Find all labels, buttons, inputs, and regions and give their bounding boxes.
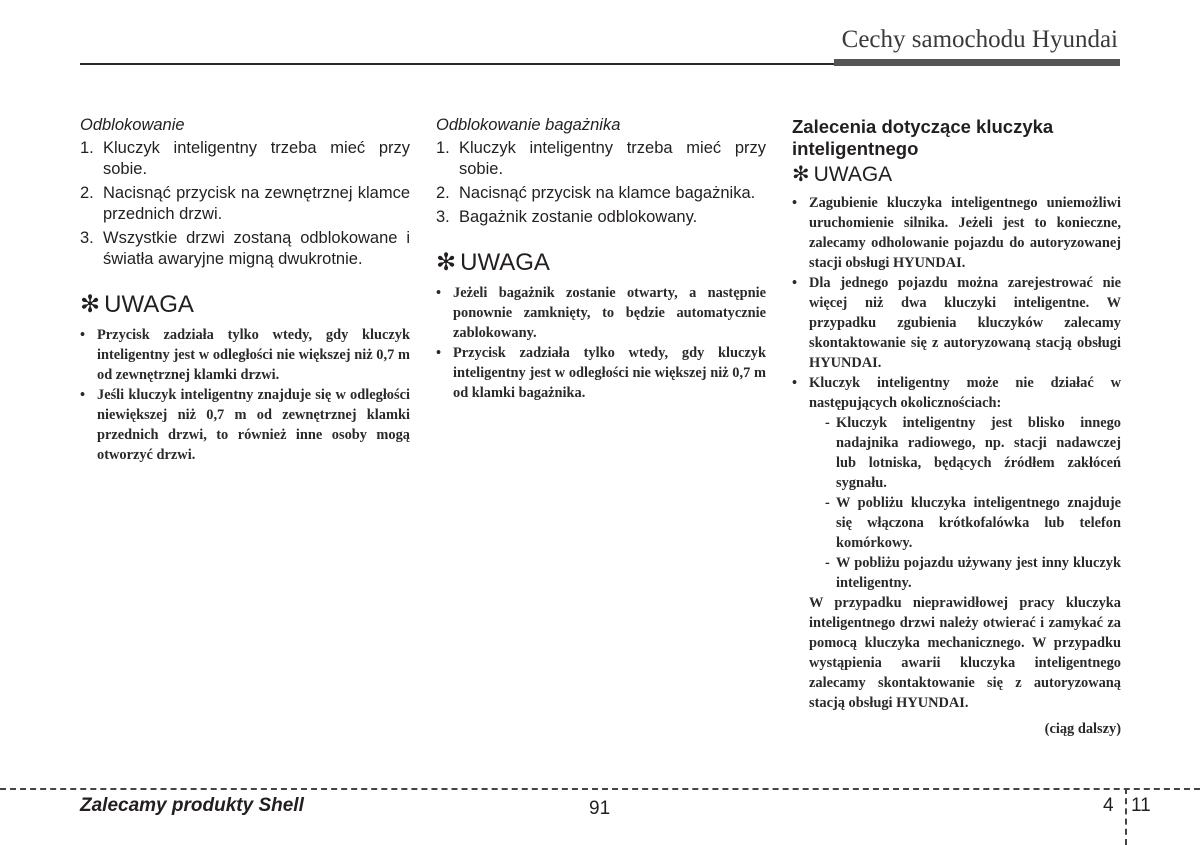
step-item: 2. Nacisnąć przycisk na zewnętrznej klamce przednich drzwi. — [80, 184, 410, 223]
warning-list — [792, 193, 1121, 593]
step-item: 1. Kluczyk inteligentny trzeba mieć przy sobie. — [436, 139, 766, 178]
condition-item: - Kluczyk inteligentny jest blisko innego nadajnika radiowego, np. stacji nadawczej lub lotniska, będących źródłem zakłóceń sygnału. — [825, 415, 1121, 491]
step-text: Nacisnąć przycisk na zewnętrznej klamce przednich drzwi. — [103, 184, 410, 223]
step-text: Kluczyk inteligentny trzeba mieć przy sobie. — [459, 139, 766, 178]
malfunction-note: W przypadku nieprawidłowej pracy kluczyka inteligentnego drzwi należy otwierać i zamykać za pomocą kluczyka mechanicznego. W przypadku wystąpienia awarii kluczyka inteligentnego zalecamy skontaktowanie się z autoryzowaną stacją obsługi HYUNDAI. — [809, 595, 1121, 711]
asterisk-icon: ✻ — [436, 249, 457, 276]
page-header-title: Cechy samochodu Hyundai — [841, 26, 1118, 53]
section-heading: Zalecenia dotyczące kluczyka inteligentnego — [792, 116, 1054, 159]
column-unlocking — [80, 116, 410, 465]
steps-list — [80, 138, 410, 270]
warning-item: • Przycisk zadziała tylko wtedy, gdy kluczyk inteligentny jest w odległości nie większej niż 0,7 m od zewnętrznej klamki drzwi. — [80, 327, 410, 383]
warning-item: • Jeżeli bagażnik zostanie otwarty, a następnie ponownie zamknięty, to będzie automatycznie zablokowany. — [436, 285, 766, 341]
continued-label: (ciąg dalszy) — [1044, 721, 1121, 737]
section-subtitle: Odblokowanie — [80, 116, 185, 134]
warning-heading: ✻ UWAGA — [80, 291, 194, 318]
step-text: Nacisnąć przycisk na klamce bagażnika. — [459, 184, 756, 202]
warning-list — [436, 283, 766, 403]
warning-item: • Przycisk zadziała tylko wtedy, gdy kluczyk inteligentny jest w odległości nie większej niż 0,7 m od klamki bagażnika. — [436, 345, 766, 401]
section-number: 4 — [1103, 795, 1114, 816]
condition-item: - W pobliżu kluczyka inteligentnego znajduje się włączona krótkofalówka lub telefon komórkowy. — [825, 495, 1121, 551]
step-item: 3. Wszystkie drzwi zostaną odblokowane i światła awaryjne migną dwukrotnie. — [80, 229, 410, 268]
section-subtitle: Odblokowanie bagażnika — [436, 116, 621, 134]
warning-list — [80, 325, 410, 465]
footer-slogan: Zalecamy produkty Shell — [80, 795, 304, 816]
condition-list — [809, 413, 1121, 593]
column-trunk-unlocking — [436, 116, 766, 403]
step-item: 2. Nacisnąć przycisk na klamce bagażnika. — [436, 184, 756, 202]
header-rule — [80, 63, 838, 65]
warning-heading: ✻ UWAGA — [792, 163, 893, 186]
header-accent-bar — [834, 59, 1120, 66]
step-item: 3. Bagażnik zostanie odblokowany. — [436, 208, 698, 226]
warning-item: • Zagubienie kluczyka inteligentnego uniemożliwi uruchomienie silnika. Jeżeli jest to konieczne, zalecamy odholowanie pojazdu do autoryzowanej stacji obsługi HYUNDAI. — [792, 195, 1121, 271]
warning-item: • Jeśli kluczyk inteligentny znajduje się w odległości niewiększej niż 0,7 m od zewnętrznej klamki przednich drzwi, to również inne osoby mogą otworzyć drzwi. — [80, 387, 410, 463]
step-item: 1. Kluczyk inteligentny trzeba mieć przy sobie. — [80, 139, 410, 178]
step-text: Kluczyk inteligentny trzeba mieć przy sobie. — [103, 139, 410, 178]
warning-item: • Kluczyk inteligentny może nie działać w następujących okolicznościach: - Kluczyk inteligentny jest blisko innego nadajnika radiowego, np. stacji nadawczej lub lotniska, będących źródłem zakłóceń sygnału. - W pobliżu kluczyka inteligentnego znajduje się włączona krótkofalówka lub telefon komórkowy. - W pobliżu pojazdu używany jest inny kluczyk inteligentny. — [792, 375, 1121, 591]
asterisk-icon: ✻ — [792, 163, 810, 186]
condition-item: - W pobliżu pojazdu używany jest inny kluczyk inteligentny. — [825, 555, 1121, 591]
warning-heading: ✻ UWAGA — [436, 249, 550, 276]
page-number: 91 — [589, 798, 611, 819]
asterisk-icon: ✻ — [80, 291, 101, 318]
footer-divider — [1125, 788, 1127, 845]
footer-rule — [0, 788, 1200, 790]
step-text: Wszystkie drzwi zostaną odblokowane i światła awaryjne migną dwukrotnie. — [103, 229, 410, 268]
steps-list — [436, 138, 766, 228]
column-smart-key-recommendations — [792, 116, 1121, 738]
step-text: Bagażnik zostanie odblokowany. — [459, 208, 698, 226]
section-page-number: 11 — [1131, 795, 1151, 816]
warning-item: • Dla jednego pojazdu można zarejestrować nie więcej niż dwa kluczyki inteligentne. W przypadku zgubienia kluczyków zalecamy skontaktowanie się z autoryzowaną stacją obsługi HYUNDAI. — [792, 275, 1121, 371]
